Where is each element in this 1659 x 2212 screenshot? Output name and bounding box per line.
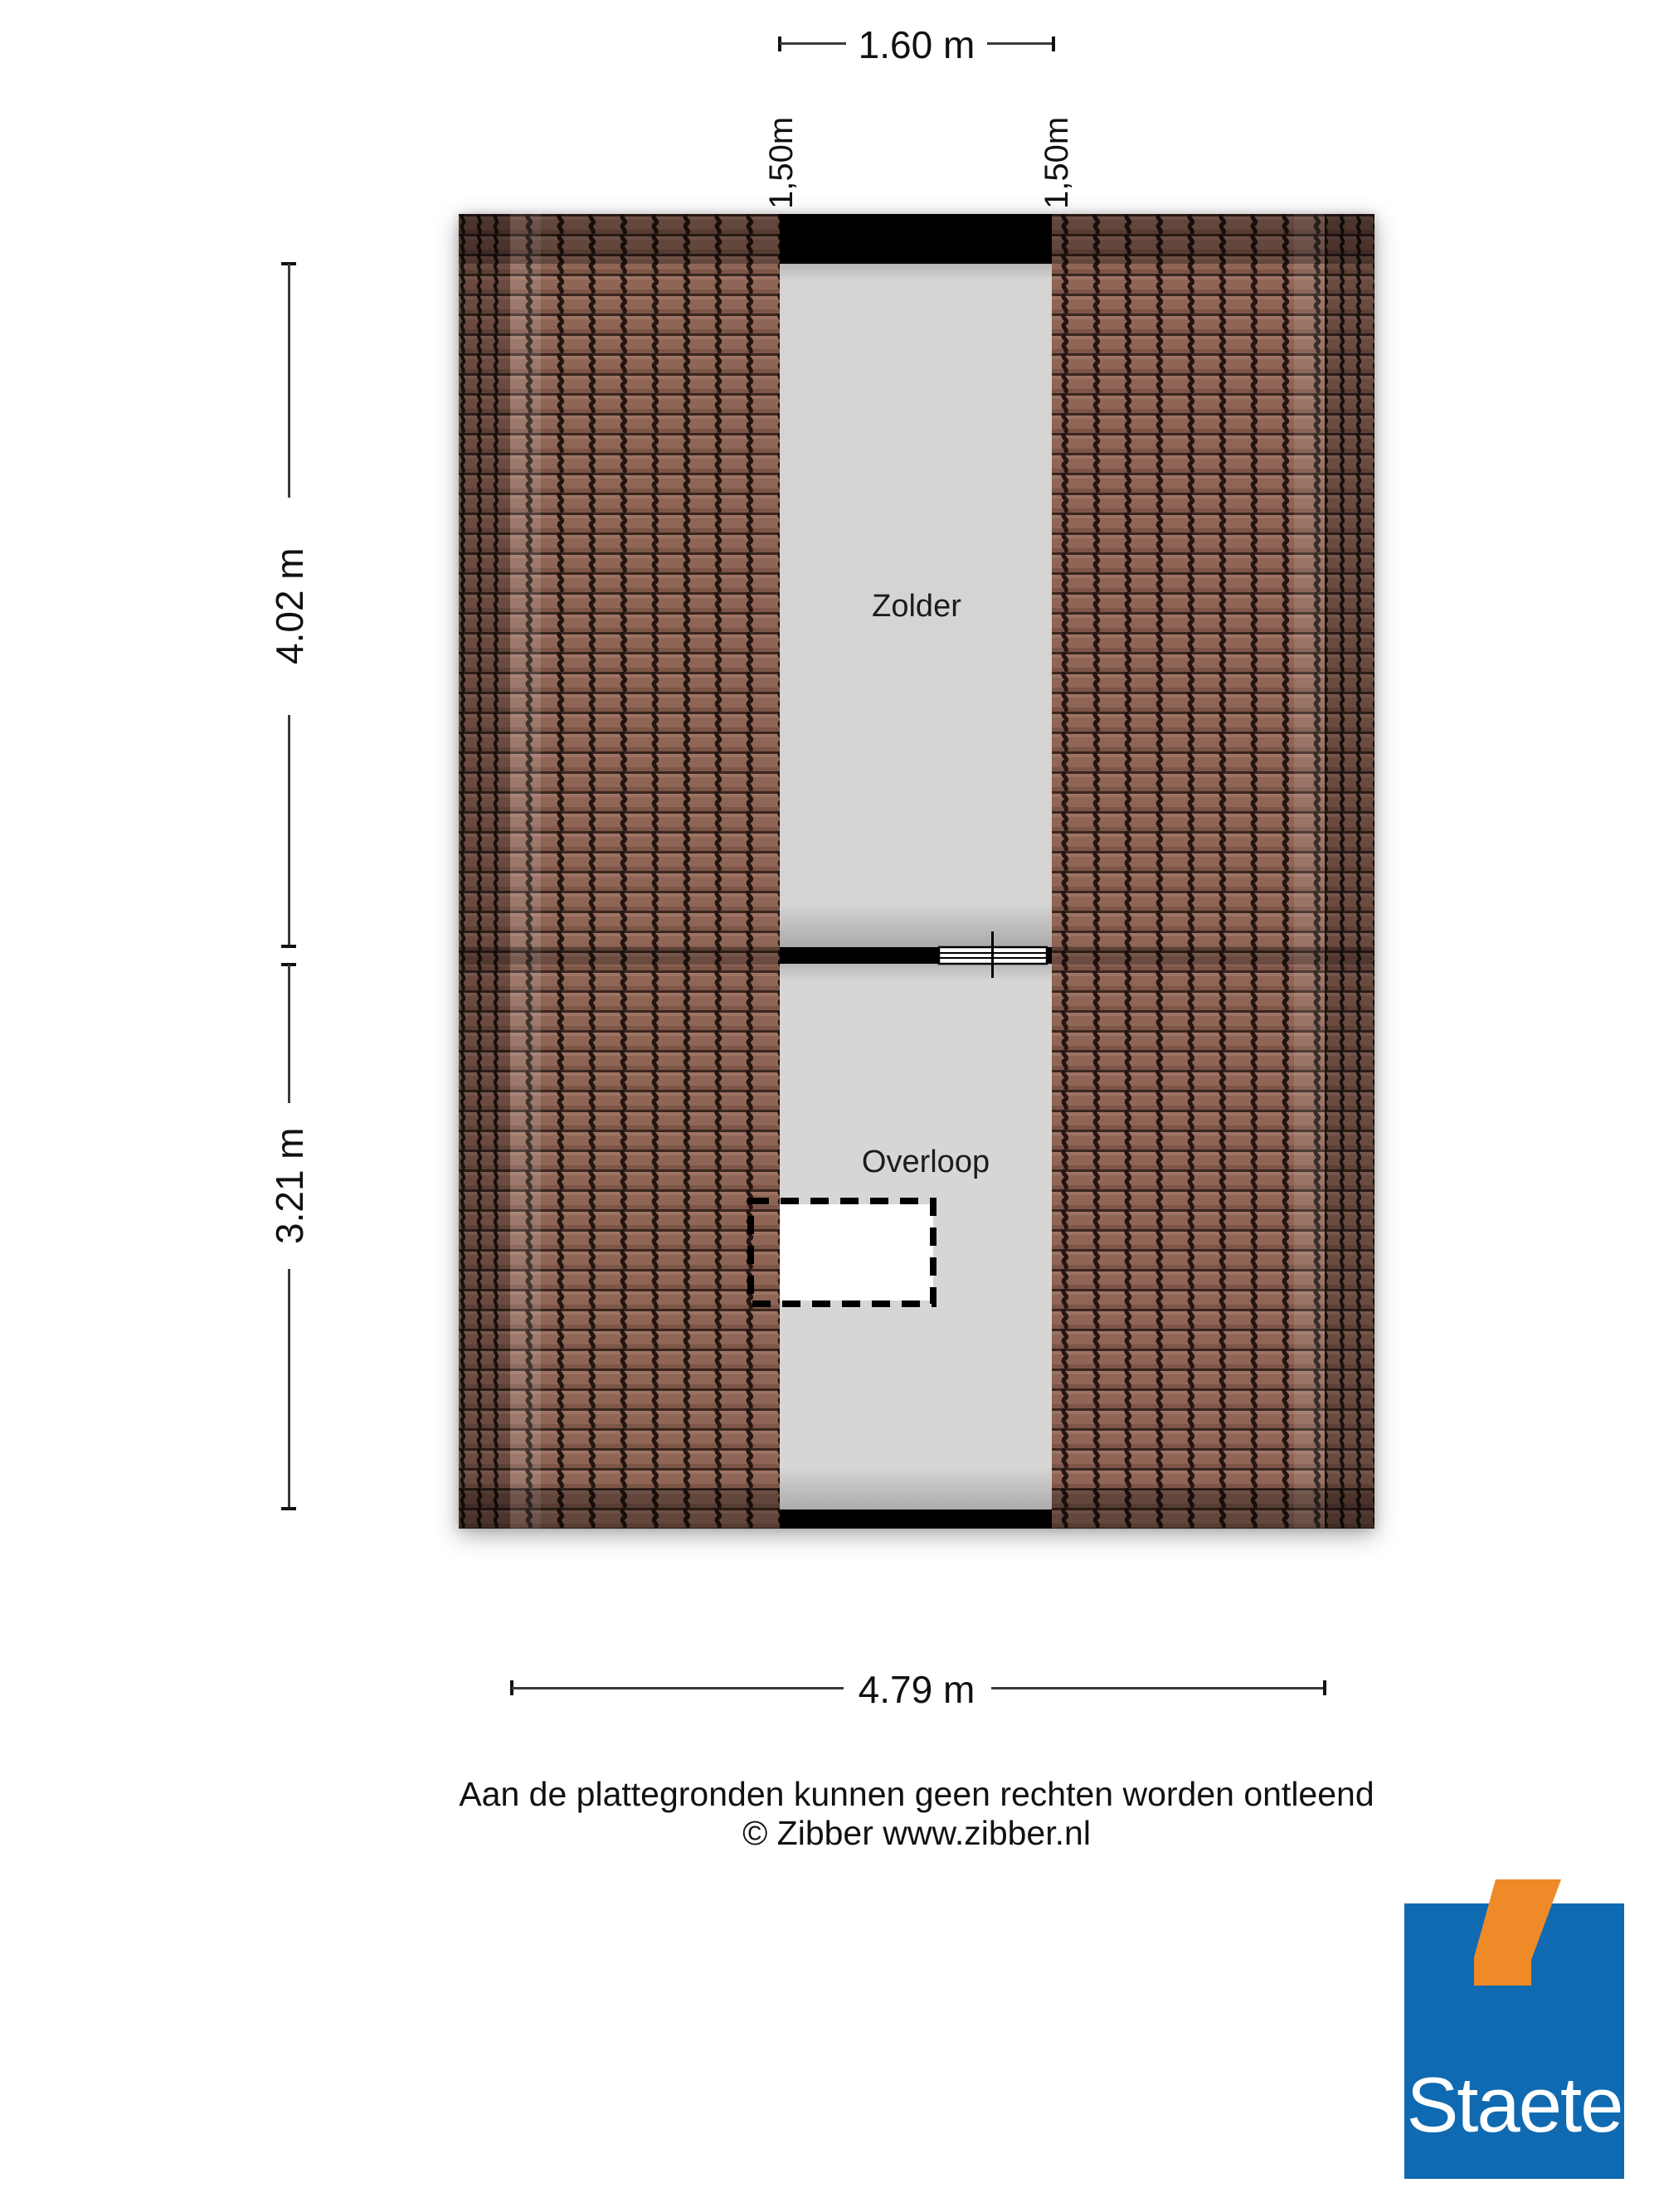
shadow [780,264,1052,280]
staete-logo-wordmark: Staete [1406,2061,1623,2148]
shadow [780,964,1052,982]
dim-left-lower-label: 3.21 m [268,1127,311,1245]
floorplan [459,214,1374,1529]
roof-left-highlight [510,214,541,1529]
dim-corridor-right-label: 1,50m [1039,116,1075,209]
dim-tick [281,1507,296,1510]
dim-bottom-label: 4.79 m [858,1668,975,1711]
roof-right-edge-shade [1325,214,1374,1529]
dim-line [288,715,290,947]
wall-middle-stub [1047,947,1052,964]
floorplan-drawing [459,214,1374,1529]
shadow [780,1466,1052,1510]
staete-logo-mark-icon [1460,1870,1576,1995]
dim-top-label: 1.60 m [858,23,975,66]
room-label-zolder: Zolder [872,589,961,624]
stair-opening-fill [780,1204,933,1300]
dim-tick [1052,36,1055,51]
wall-middle [780,947,939,964]
dim-line [991,1687,1325,1689]
dim-line [987,42,1053,45]
door-swing-mark [991,931,994,978]
disclaimer-text: Aan de plattegronden kunnen geen rechten worden ontleend [459,1775,1374,1813]
roof-left-edge-shade [459,214,510,1529]
dim-left-upper-label: 4.02 m [268,547,311,665]
dim-tick [281,945,296,948]
room-label-overloop: Overloop [861,1145,990,1179]
roof-right-highlight [1294,214,1325,1529]
dim-line [288,1269,290,1510]
copyright-text: © Zibber www.zibber.nl [742,1814,1091,1852]
dim-corridor-left-label: 1,50m [763,116,800,209]
dim-line [288,965,290,1103]
dim-tick [1323,1680,1326,1695]
wall-top [780,214,1052,264]
wall-bottom [780,1510,1052,1529]
shadow [780,904,1052,947]
dim-line [288,264,290,498]
